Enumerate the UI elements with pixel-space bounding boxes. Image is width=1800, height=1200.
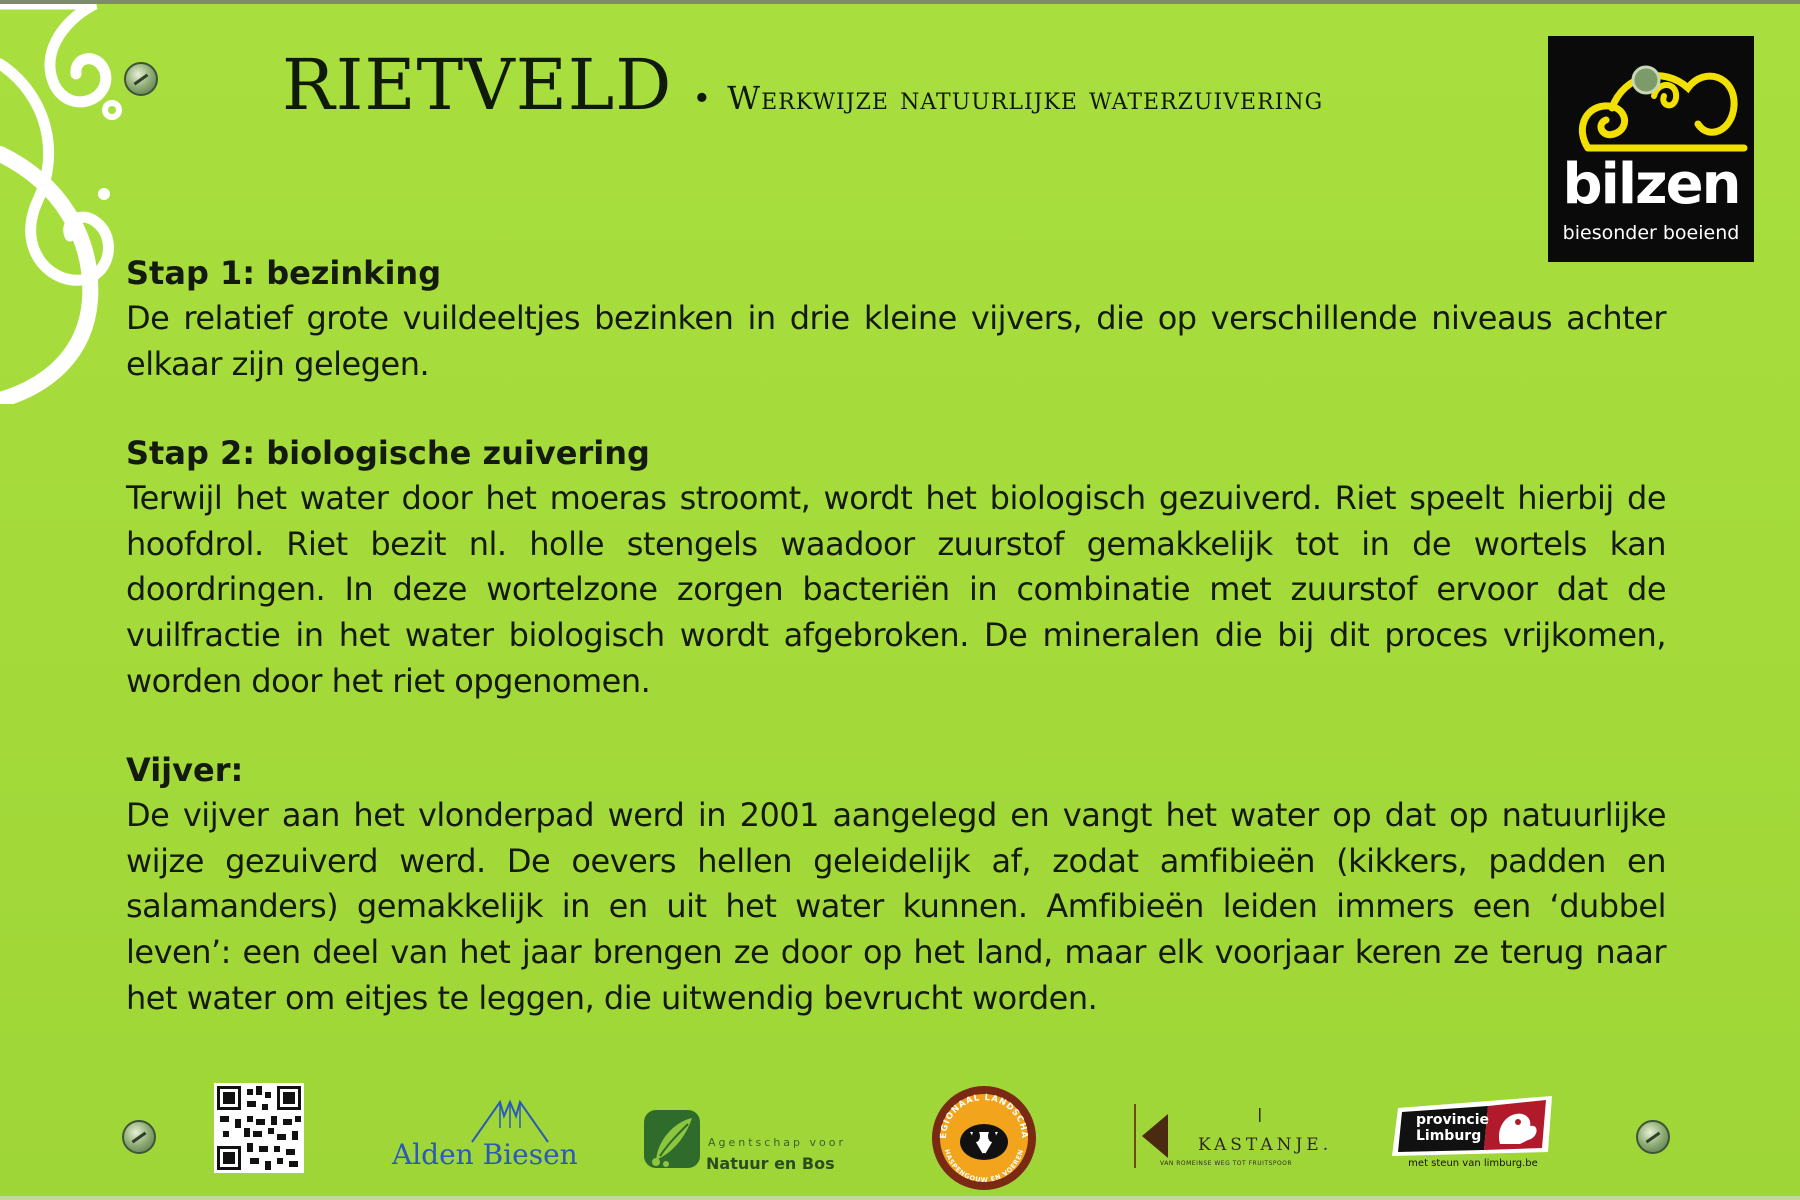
provincie-limburg-logo — [1392, 1094, 1554, 1174]
sign-subtitle: Werkwijze natuurlijke waterzuivering — [727, 79, 1324, 117]
bilzen-tagline: biesonder boeiend — [1562, 222, 1740, 244]
qr-code-icon[interactable] — [214, 1083, 304, 1173]
bilzen-logo — [1548, 36, 1754, 262]
natuur-en-bos-line2: Natuur en Bos — [706, 1154, 835, 1173]
section-stap-2 — [126, 430, 1666, 704]
regionaal-landschap-logo — [930, 1084, 1038, 1192]
screw-top-left-icon — [124, 62, 158, 96]
kastanje-subtitle: VAN ROMEINSE WEG TOT FRUITSPOOR — [1160, 1160, 1293, 1167]
bilzen-wordmark: bilzen — [1562, 152, 1740, 217]
leaf-icon — [640, 1104, 704, 1174]
section-heading: Stap 1: bezinking — [126, 254, 442, 292]
regionaal-top-text: EGIONAAL LANDSCHA — [938, 1092, 1030, 1140]
limburg-steun-text: met steun van limburg.be — [1408, 1158, 1538, 1169]
sign-header — [282, 44, 1323, 134]
kastanje-logo — [1128, 1104, 1333, 1174]
title-separator: • — [692, 79, 712, 117]
sign-content — [126, 250, 1666, 1064]
regionaal-bottom-text: HASPENGOUW EN VOEREN — [942, 1148, 1026, 1185]
kastanje-mark-icon — [1258, 1108, 1262, 1122]
limburg-name — [1416, 1112, 1489, 1144]
screw-bottom-left-icon — [122, 1120, 156, 1154]
section-heading: Stap 2: biologische zuivering — [126, 434, 650, 473]
screw-bottom-right-icon — [1636, 1120, 1670, 1154]
alden-biesen-logo — [392, 1098, 622, 1178]
alden-biesen-name: Alden Biesen — [392, 1138, 578, 1171]
section-text: De vijver aan het vlonderpad werd in 2001 aangelegd en vangt het water op dat op natuurlijke wijze gezuiverd werd. De oevers hellen geleidelijk af, zodat amfibieën (kikkers, padden en salamanders) gemakkelijk in en uit het water kunnen. Amfibieën leiden immers een ‘dubbel leven’: een deel van het jaar brengen ze door op het land, maar elk voorjaar keren ze terug naar het water om eitjes te leggen, die uitwendig bevrucht worden. — [126, 796, 1666, 1017]
section-text: Terwijl het water door het moeras stroomt, wordt het biologisch gezuiverd. Riet speelt hierbij de hoofdrol. Riet bezit nl. holle stengels waadoor zuurstof gemakkelijk tot in de wortels kan doordringen. In deze wortelzone zorgen bacteriën in combinatie met zuurstof ervoor dat de vuilfractie in het water biologisch wordt afgebroken. De mineralen die bij dit proces vrijkomen, worden door het riet opgenomen. — [126, 479, 1666, 700]
section-stap-1 — [126, 250, 1666, 387]
kastanje-name: KASTANJE. — [1198, 1135, 1333, 1155]
natuur-en-bos-logo — [640, 1104, 850, 1174]
natuur-en-bos-line1: Agentschap voor — [708, 1136, 847, 1149]
limburg-line2: Limburg — [1416, 1128, 1482, 1144]
section-heading: Vijver: — [126, 751, 244, 790]
limburg-line1: provincie — [1416, 1112, 1490, 1128]
section-text: De relatief grote vuildeeltjes bezinken in drie kleine vijvers, die op verschillende niveaus achter elkaar zijn gelegen. — [126, 299, 1666, 383]
bilzen-swirl-icon — [1548, 36, 1754, 156]
section-vijver — [126, 747, 1666, 1021]
badger-icon — [960, 1124, 1008, 1160]
sign-title: RIETVELD — [282, 44, 673, 126]
kastanje-arrow-icon — [1130, 1104, 1170, 1168]
